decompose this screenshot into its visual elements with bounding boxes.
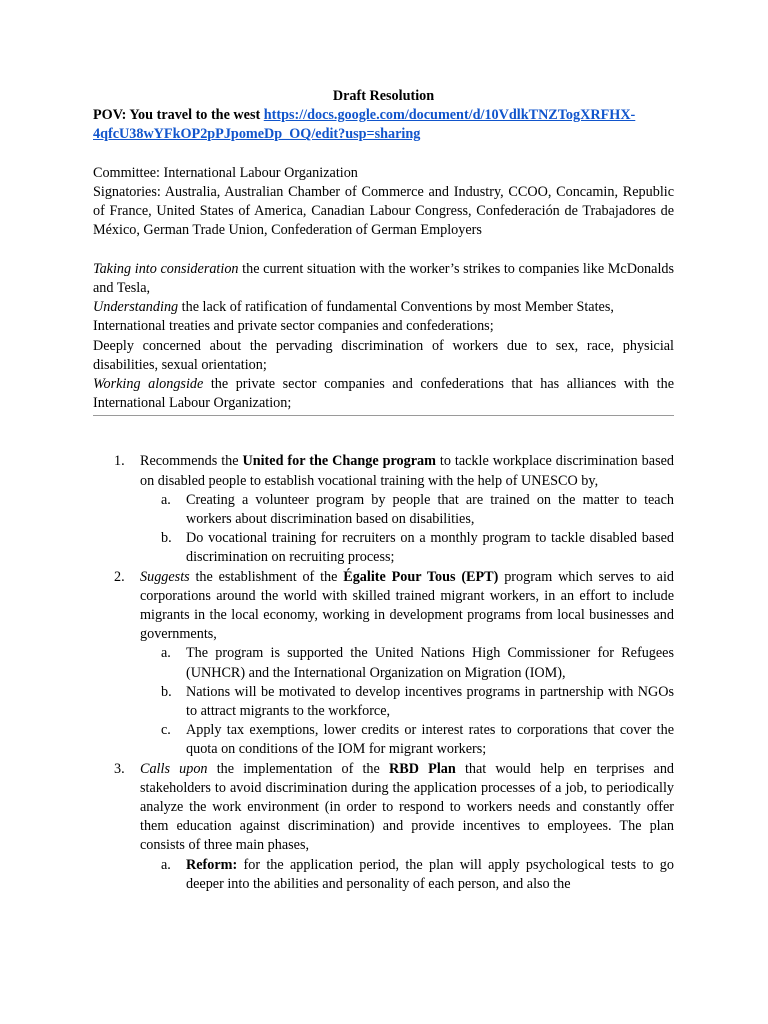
sub-clause-letter: a. xyxy=(161,491,171,508)
spacer xyxy=(93,241,674,260)
clause-text: to tackle workplace discrimination based on disabled people to establish vocational training with the help of UNESCO by, xyxy=(140,453,674,489)
document-title: Draft Resolution xyxy=(332,88,435,104)
sub-clause-text: Do vocational training for recruiters on a monthly program to tackle disabled based discrimination on recruiting process; xyxy=(186,530,674,566)
pov-link-line1: https://docs.google.com/document/d/10VdlkTNZTogXRFHX- xyxy=(263,107,636,124)
sub-clause-text: The program is supported the United Nations High Commissioner for Refugees (UNHCR) and the International Organization on Migration (IOM), xyxy=(186,645,674,681)
clause-mid: the implementation of the xyxy=(207,760,390,777)
sub-clause-text: Nations will be motivated to develop incentives programs in partnership with NGOs to attract migrants to the workforce, xyxy=(186,683,674,720)
clause-lead: Calls upon xyxy=(140,760,208,777)
committee-line: Committee: International Labour Organization xyxy=(93,164,358,181)
clause-number: 3. xyxy=(114,760,125,777)
clause-program-name: Égalite Pour Tous (EPT) xyxy=(343,568,499,585)
sub-clause-letter: c. xyxy=(161,722,171,739)
clause-text: that would help en terprises and stakeholders to avoid discrimination during the application processes of a job, to periodically analyze the work environment (in order to respond to workers needs and constantly offer them education against discrimination) and provide incentives to employees. The plan consists of three main phases, xyxy=(140,760,675,854)
preamble-lead: Understanding xyxy=(93,299,179,316)
sub-clause xyxy=(93,856,674,894)
preamble-lead: Taking into consideration xyxy=(93,260,239,277)
preamble-clause xyxy=(93,337,674,375)
sub-clause-letter: a. xyxy=(161,856,171,873)
sub-clause-letter: b. xyxy=(161,683,172,700)
signatories-line: Signatories: Australia, Australian Chamber of Commerce and Industry, CCOO, Concamin, Republic of France, United States of America, Canadian Labour Congress, Confederación de Trabajadores de México, German Trade Union, Confederation of German Employers xyxy=(93,184,674,239)
sub-clause xyxy=(93,529,674,567)
preamble-clause xyxy=(93,298,674,336)
clause-lead: Suggests xyxy=(140,568,190,585)
sub-clause xyxy=(93,721,674,759)
clause-mid: the establishment of the xyxy=(189,568,344,585)
sub-clause-text: Apply tax exemptions, lower credits or interest rates to corporations that cover the quota on conditions of the IOM for migrant workers; xyxy=(186,722,674,758)
pov-label: POV: You travel to the west xyxy=(93,107,261,124)
sub-clause-letter: b. xyxy=(161,530,172,547)
pov-line xyxy=(93,106,674,144)
operative-section xyxy=(93,452,674,894)
preamble-clause xyxy=(93,260,674,298)
clause-number: 1. xyxy=(114,453,125,470)
sub-clause-letter: a. xyxy=(161,645,171,662)
operative-clause xyxy=(93,568,674,645)
preamble-text: Deeply concerned about the pervading discrimination of workers due to sex, race, physicial disabilities, sexual orientation; xyxy=(93,337,674,373)
sub-clause xyxy=(93,683,674,721)
operative-clause xyxy=(93,760,674,856)
preamble-clause xyxy=(93,375,674,413)
sub-clause xyxy=(93,644,674,682)
preamble-text: the private sector companies and confederations that has alliances with the International Labour Organization; xyxy=(93,376,674,412)
preamble-text: the current situation with the worker’s strikes to companies like McDonalds and Tesla, xyxy=(93,260,674,296)
preamble-section xyxy=(93,260,674,414)
pov-link-line2: 4qfcU38wYFkOP2pPJpomeDp_OQ/edit?usp=sharing xyxy=(93,126,421,143)
clause-program-name: RBD Plan xyxy=(389,760,456,777)
clause-number: 2. xyxy=(114,568,125,585)
clause-pre: Recommends the xyxy=(140,453,243,470)
sub-clause-phase-name: Reform: xyxy=(186,856,238,873)
operative-clause xyxy=(93,452,674,490)
sub-clause-text: for the application period, the plan will apply psychological tests to go deeper into the abilities and personality of each person, and also the xyxy=(186,856,674,892)
preamble-lead: Working alongside xyxy=(93,376,204,393)
document-page xyxy=(93,87,674,894)
clause-program-name: United for the Change program xyxy=(242,453,436,470)
sub-clause xyxy=(93,491,674,529)
spacer xyxy=(93,145,674,164)
clause-text: program which serves to aid corporations around the world with skilled trained migrant workers, in an effort to include migrants in the local economy, working in development programs from local businesses and governments, xyxy=(140,568,674,643)
sub-clause-text: Creating a volunteer program by people that are trained on the matter to teach workers about discrimination based on disabilities, xyxy=(186,491,674,528)
section-divider xyxy=(93,415,674,416)
preamble-text: the lack of ratification of fundamental Conventions by most Member States, International treaties and private sector companies and confederations; xyxy=(93,299,614,335)
